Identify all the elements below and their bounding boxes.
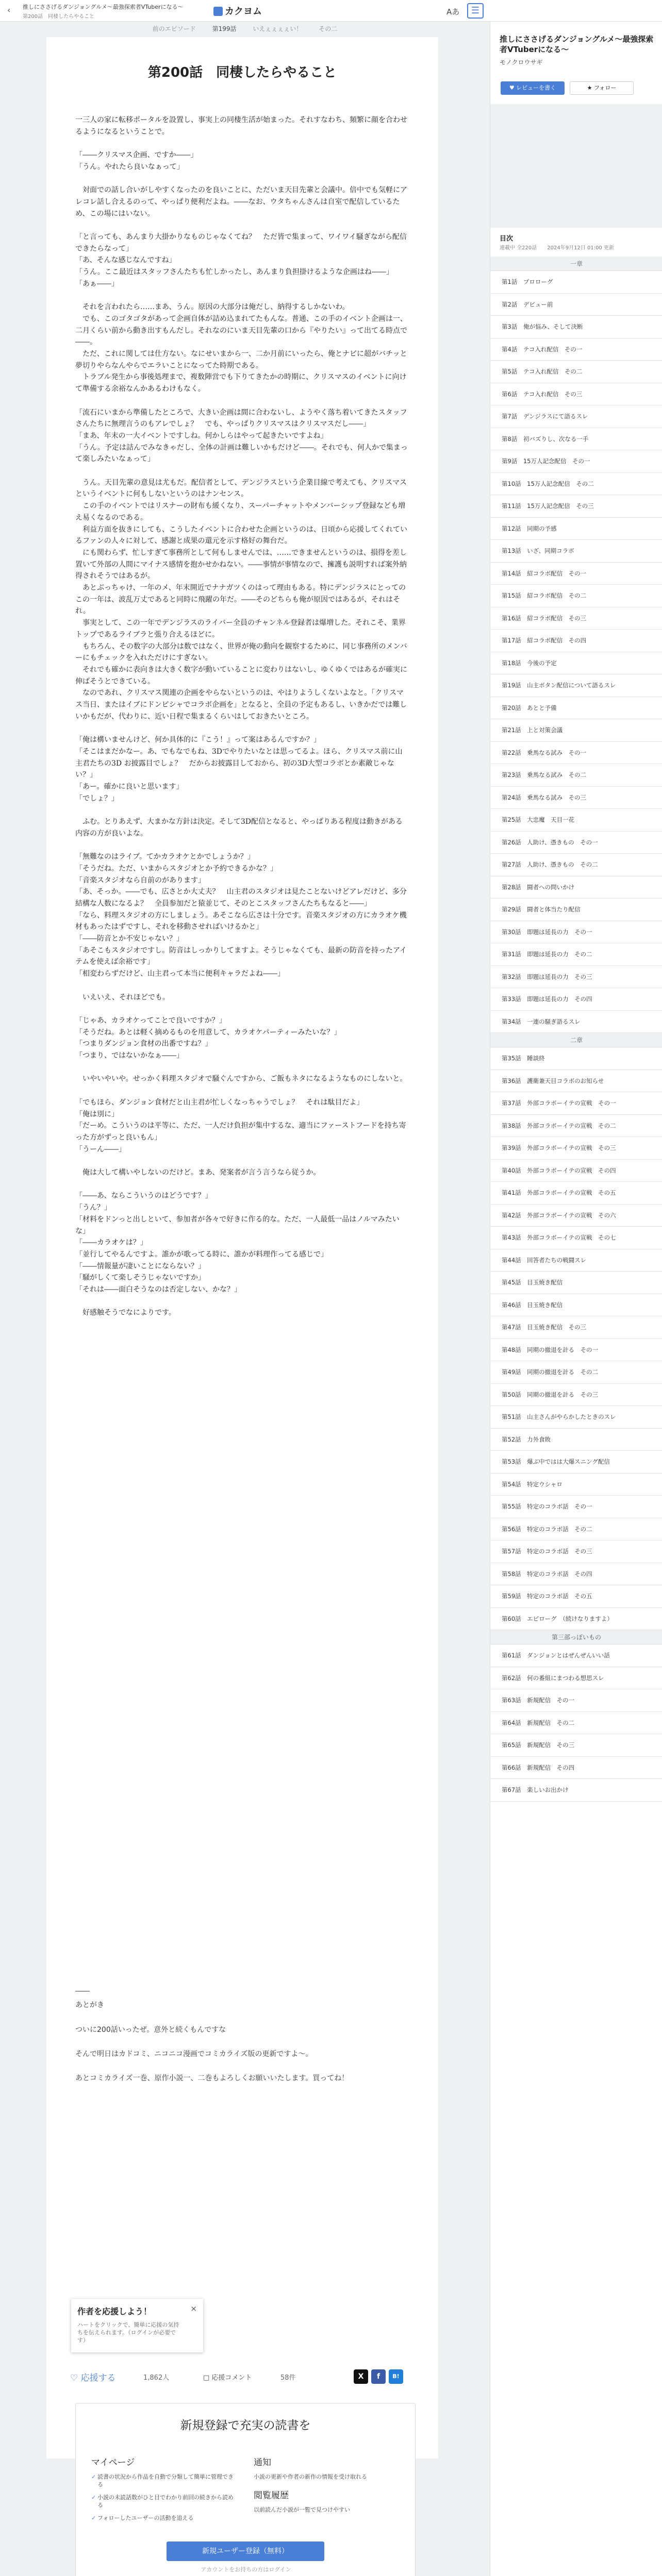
toc-heading: 目次 <box>500 235 514 243</box>
toc-episode-link[interactable]: 第49話 同期の撤退を計る その二 <box>490 1361 662 1384</box>
chapter-paragraph: 「じゃあ、カラオケってことで良いですか？」 <box>75 1016 226 1025</box>
toc-episode-link[interactable]: 第64話 新規配信 その二 <box>490 1712 662 1735</box>
login-link[interactable]: アカウントをお持ちの方はログイン <box>201 2566 291 2573</box>
history-heading: 閲覧履歴 <box>254 2490 289 2501</box>
notice-column <box>254 2455 398 2521</box>
chapter-body <box>75 114 409 1319</box>
chapter-paragraph: もちろん、その数字の大部分は数ではなく、世界が俺の動向を観察するために、同じ事務所のメンバーにもチェックを入れただけにすぎない。 <box>75 642 407 663</box>
chapter-paragraph <box>75 219 409 231</box>
chapter-paragraph: 「並行してやるんですよ。誰かが歌ってる時に、誰かが料理作ってる感じで」 <box>75 1250 328 1259</box>
toc-episode-link[interactable]: 第46話 目玉焼き配信 <box>490 1294 662 1317</box>
chapter-paragraph: ただ、これに関しては仕方ない。なにせいまから一、二か月前にいったら、俺とナビに超がバチッと夢切りやらなんやらでエラいことになってた時期である。 <box>75 350 407 370</box>
hatena-share-icon[interactable]: B! <box>389 2369 403 2384</box>
chapter-paragraph: 「俺は別に」 <box>75 1110 119 1118</box>
toc-episode-link[interactable]: 第47話 目玉焼き配信 その三 <box>490 1316 662 1339</box>
toc-episode-link[interactable]: 第57話 特定のコラボ話 その三 <box>490 1540 662 1563</box>
cheer-popup <box>71 2299 203 2352</box>
mypage-item: ✓ 読書の状況から作品を自動で分類して簡単に管理できる <box>91 2473 236 2488</box>
chapter-paragraph: 「あー。確かに良いと思います」 <box>75 782 184 791</box>
toc-episode-link[interactable]: 第67話 楽しいお出かけ <box>490 1779 662 1802</box>
notice-text: 小説の更新や作者の新作の情報を受け取れる <box>254 2473 367 2480</box>
episode-breadcrumb <box>0 22 490 36</box>
chapter-paragraph: あとぶっちゃけ、一年のメ、年末開近でナナガツくのはって理由もある。特にデンジラスにとってのこの一年は、波乱万丈であると同時に飛躍の年だ。――そのどちらも俺が原因ではあるが、それはそれ。 <box>75 584 406 616</box>
toc-status: 連載中 全220話 2024年9月12日 01:00 更新 <box>500 245 614 251</box>
toc-episode-link[interactable]: 第28話 闘者への問いかけ <box>490 876 662 899</box>
chapter-paragraph: いやいやいや。せっかく料理スタジオで騒ぐんですから、ご飯もネタになるようなものにしないと。 <box>75 1075 407 1083</box>
breadcrumb-tail: その二 <box>319 25 338 32</box>
toc-episode-link[interactable]: 第43話 外部コラボーイテの宣戦 その七 <box>490 1227 662 1249</box>
chapter-paragraph: 「無難なのはライブ。てかカラオケとかでしょうか？」 <box>75 853 255 861</box>
menu-icon[interactable]: ☰ <box>467 3 484 19</box>
chapter-paragraph <box>75 722 409 734</box>
chapter-paragraph: 「あそこもスタジオですし。防音はしっかりしてますよ。そうじゃなくても、最新の防音を持ったアイテムを使えば余裕です」 <box>75 946 407 967</box>
toc-episode-link[interactable]: 第45話 目玉焼き配信 <box>490 1272 662 1294</box>
toc-episode-link[interactable]: 第25話 大忠魔 天目一花 <box>490 809 662 832</box>
chapter-paragraph: 「あ、そんな感じなんですね」 <box>75 256 176 265</box>
chapter-paragraph <box>75 395 409 407</box>
toc-episode-link[interactable]: 第14話 紹コラボ配信 その一 <box>490 563 662 585</box>
sidebar-work-title[interactable]: 推しにささげるダンジョングルメ〜最強探索者VTuberになる〜 <box>500 35 654 54</box>
toc-episode-link[interactable]: 第53話 爆ぶ中ではは大爆スニング配信 <box>490 1451 662 1473</box>
toc-episode-link[interactable]: 第11話 15万人記念配信 その三 <box>490 495 662 518</box>
toc-episode-link[interactable]: 第36話 護衛兼天目コラボのお知らせ <box>490 1070 662 1093</box>
chapter-paragraph: 「――あ、ならこういうのはどうです？」 <box>75 1192 212 1200</box>
afterword-line: そんで明日はカドコミ、ニコニコ漫画でコミカライズ版の更新ですよ〜。 <box>75 2050 313 2059</box>
episode-list <box>490 257 662 1802</box>
toc-episode-link[interactable]: 第15話 紹コラボ配信 その二 <box>490 585 662 607</box>
toc-episode-link[interactable]: 第41話 外部コラボーイテの宣戦 その五 <box>490 1182 662 1205</box>
chapter-paragraph: 「なら、料理スタジオの方にしましょう。あそこなら広さは十分です。音楽スタジオの方にカラオケ機材もあったはずですし、それを移動させればいけるかと」 <box>75 911 407 931</box>
history-text: 以前読んだ小説が一覧で見つけやすい <box>254 2506 350 2513</box>
chapter-paragraph <box>75 1003 409 1015</box>
chapter-paragraph: 「うん。やれたら良いなぁって」 <box>75 162 184 171</box>
toc-episode-link[interactable]: 第44話 回答者たちの戦闘スレ <box>490 1249 662 1272</box>
toc-episode-link[interactable]: 第54話 特定ウシャロ <box>490 1473 662 1496</box>
toc-episode-link[interactable]: 第26話 人助け、憑きもの その一 <box>490 832 662 854</box>
chapter-paragraph: 「つまりダンジョン食材の出番ですね？」 <box>75 1040 212 1048</box>
chapter-paragraph: それでも確かに表向きは大きく数字が動いていることに変わりはないし、ゆくゆくではあるが確実に伸ばそうとできている。 <box>75 665 407 686</box>
logo-text: カクヨム <box>225 6 262 17</box>
toc-episode-link[interactable]: 第29話 闘者と体当たり配信 <box>490 899 662 921</box>
chapter-paragraph <box>75 1179 409 1191</box>
toc-episode-link[interactable]: 第9話 15万人記念配信 その一 <box>490 450 662 473</box>
toc-episode-link[interactable]: 第34話 一連の騒ぎ語るスレ <box>490 1011 662 1033</box>
episode-actions <box>70 2368 421 2384</box>
chapter-paragraph <box>75 290 409 302</box>
chapter-paragraph: うん。天目先輩の意見は尤もだ。配信者として、デンジラスという企業目線で考えても、クリスマスというイベントに何もしないというのはナンセンス。 <box>75 478 407 499</box>
toc-episode-link[interactable]: 第65話 新規配信 その三 <box>490 1734 662 1757</box>
chapter-paragraph: 「――クリスマス企画、ですか――」 <box>75 151 198 160</box>
chapter-paragraph: 好感触そうでなによりです。 <box>75 1309 176 1317</box>
chapter-paragraph: 「そこはまだかなー。あ、でもなでもね、3Dでやりたいなとは思ってるよ。ほら、クリスマス前に山主君たちの3D お披露目でしょ？ だからお披露目しておから、初の3D大型コラボとか素敵じゃない？」 <box>75 747 403 779</box>
back-icon[interactable]: ‹ <box>7 5 11 15</box>
chapter-paragraph <box>75 1062 409 1074</box>
chapter-paragraph: 「と言っても、あんまり大掛かりなものじゃなくてね？ ただ皆で集まって、ワイワイ騒ぎながら配信できたらなって」 <box>75 232 407 253</box>
chapter-paragraph: 「だーめ。こういうのは平等に、ただ、一人だけ負担が集中するな、適当にファーストフードを持ち寄った方がずっと良いもん」 <box>75 1122 406 1142</box>
chapter-paragraph: この手のイベントではリスナーの財布も緩くなり、スーパーチャットやメンバーシップ登録なども増え易くなるのである。 <box>75 502 406 522</box>
toc-episode-link[interactable]: 第42話 外部コラボーイテの宣戦 その六 <box>490 1205 662 1227</box>
chapter-paragraph: それを言われたら……まあ、うん。原因の大部分は俺だし、納得するしかないわ。 <box>75 303 350 312</box>
ouen-button[interactable]: ♡ 応援する <box>70 2373 116 2383</box>
cheer-description: ハートをクリックで、簡単に応援の気持ちを伝えられます。（ログインが必要です） <box>77 2321 179 2344</box>
toc-episode-link[interactable]: 第31話 即題は延長の力 その二 <box>490 943 662 966</box>
toc-episode-link[interactable]: 第61話 ダンジョンとはぜんぜんいい話 <box>490 1645 662 1667</box>
toc-episode-link[interactable]: 第4話 テコ入れ配信 その一 <box>490 338 662 361</box>
mypage-item: ✓ フォローしたユーザーの活動を追える <box>91 2514 236 2522</box>
toc-episode-link[interactable]: 第62話 何の番組にまつわる想思スレ <box>490 1667 662 1690</box>
chapter-paragraph: ふむ。とりあえず、大まかな方針は決定。そして3D配信となると、やっぱりある程度は動きがある内容の方が良いよな。 <box>75 818 403 838</box>
prev-episode-link[interactable]: 前のエピソード <box>152 25 196 32</box>
chapter-paragraph <box>75 465 409 477</box>
sidebar-author[interactable]: モノクロウサギ <box>500 59 543 66</box>
toc-episode-link[interactable]: 第8話 初バズりし、次なる一手 <box>490 428 662 451</box>
toc-episode-link[interactable]: 第55話 特定のコラボ話 その一 <box>490 1496 662 1518</box>
chapter-title: 第200話 同棲したらやること <box>147 65 337 80</box>
toc-episode-link[interactable]: 第27話 人助け、憑きもの その二 <box>490 854 662 876</box>
toc-episode-link[interactable]: 第20話 あとと予備 <box>490 697 662 720</box>
toc-episode-link[interactable]: 第5話 テコ入れ配信 その二 <box>490 361 662 383</box>
chapter-paragraph <box>75 1085 409 1097</box>
chapter-paragraph: 「つまり、ではないかなぁ――」 <box>75 1052 184 1060</box>
afterword-label: あとがき <box>75 2001 104 2009</box>
mypage-column <box>91 2455 236 2527</box>
afterword-rule: ―― <box>75 1987 90 1995</box>
afterword-line: ついに200話いったぜ。意外と続くもんですな <box>75 2026 226 2035</box>
toc-episode-link[interactable]: 第10話 15万人記念配信 その二 <box>490 473 662 496</box>
chapter-paragraph: 事実として、この一年でデンジラスのライバー全員のチャンネル登録者は爆増した。それこそ、業界トップであるライブラと張り合えるほどに。 <box>75 619 406 639</box>
toc-episode-link[interactable]: 第6話 テコ入れ配信 その三 <box>490 383 662 406</box>
chapter-paragraph: 「うーん――」 <box>75 1145 126 1154</box>
toc-episode-link[interactable]: 第63話 新規配信 その一 <box>490 1689 662 1712</box>
toc-episode-link[interactable]: 第24話 乗馬なる試み その三 <box>490 787 662 809</box>
chapter-paragraph: トラブル発生から事後処理まで、複数陣営でも下りてきたかの時期に、クリスマスのイベントに向けて準備する余裕なんかあるわけもなく。 <box>75 373 407 394</box>
chapter-paragraph: 「音楽スタジオなら自前のがあります」 <box>75 876 205 885</box>
toc-episode-link[interactable]: 第3話 俺が悩み、そして決断 <box>490 316 662 338</box>
toc-episode-link[interactable]: 第60話 エピローグ （続けなりますよ） <box>490 1608 662 1631</box>
chapter-paragraph <box>75 839 409 851</box>
ouen-count[interactable]: 1,862人 <box>143 2374 170 2382</box>
facebook-share-icon[interactable]: f <box>371 2369 386 2384</box>
toc-episode-link[interactable]: 第35話 睡談終 <box>490 1047 662 1070</box>
toc-episode-link[interactable]: 第50話 同期の撤退を計る その三 <box>490 1384 662 1406</box>
kakuyomu-logo[interactable] <box>213 4 262 18</box>
toc-episode-link[interactable]: 第12話 同期の予感 <box>490 518 662 540</box>
chapter-paragraph: 「俺は構いませんけど、何か具体的に『こう！』って案はあるんですか？」 <box>75 736 321 744</box>
toc-episode-link[interactable]: 第58話 特定のコラボ話 その四 <box>490 1563 662 1586</box>
chapter-paragraph <box>75 1155 409 1167</box>
notice-heading: 通知 <box>254 2458 271 2468</box>
toc-episode-link[interactable]: 第23話 乗馬なる試み その二 <box>490 764 662 787</box>
chapter-paragraph: なのであれ、クリスマス関連の企画をやらないというのは、やはりようしくないよなと。「クリスマス当日、またはイブにドンピシャでコラボ企画を」となると、全員の予定もあるし、いきかだでは難しいかもだが、代わりに、近い日程で集まるくらいはしておきたいところ。 <box>75 689 407 721</box>
breadcrumb-next-title[interactable]: いえぇぇぇぇい！ <box>253 25 303 32</box>
toc-episode-link[interactable]: 第30話 即題は延長の力 その一 <box>490 921 662 944</box>
sidebar-ad-area <box>490 104 662 228</box>
current-episode-label: 第199話 <box>212 25 237 32</box>
logo-mark-icon <box>213 7 223 16</box>
chapter-paragraph <box>75 1296 409 1308</box>
chapter-paragraph <box>75 804 409 816</box>
chapter-paragraph <box>75 980 409 992</box>
chapter-paragraph: 俺は大して構いやしないのだけど。まあ、発案者が言う言うなら従うか。 <box>75 1168 321 1177</box>
afterword-line: あとコミカライズ一巻、原作小説一、二巻もよろしくお願いいたします。買ってね！ <box>75 2074 349 2082</box>
chapter-paragraph: 「――カラオケは？」 <box>75 1239 147 1247</box>
chapter-paragraph: 「騒がしくて楽しそうじゃないですか」 <box>75 1274 205 1282</box>
chapter-paragraph: 「あぁ――」 <box>75 279 119 288</box>
chapter-paragraph: 「材料をドンっと出しといて、参加者が各々で好きに作る的な。ただ、一人最低一品はノルマみたいな」 <box>75 1215 400 1235</box>
toc-episode-link[interactable]: 第33話 即題は延長の力 その四 <box>490 988 662 1011</box>
chapter-paragraph: 「でしょ？」 <box>75 794 119 803</box>
toc-episode-link[interactable]: 第56話 特定のコラボ話 その二 <box>490 1518 662 1541</box>
chapter-paragraph: 利益方面を抜きにしても、こうしたイベントに合わせた企画というのは、日頃から応援してくれているファンの人々に対して、感謝と成果の還元を示す格好の舞台だ。 <box>75 525 407 546</box>
toc-episode-link[interactable]: 第7話 デンジラスにて語るスレ <box>490 405 662 428</box>
toc-sidebar <box>490 22 662 2576</box>
signup-title: 新規登録で充実の読書を <box>180 2419 311 2432</box>
comment-label: 応援コメント <box>211 2374 252 2382</box>
chapter-paragraph: いえいえ、それほどでも。 <box>75 993 170 1002</box>
comment-button[interactable]: □ 応援コメント <box>203 2374 252 2382</box>
toc-episode-link[interactable]: 第40話 外部コラボーイテの宣戦 その四 <box>490 1160 662 1182</box>
chapter-paragraph: 一三人の家に転移ポータルを設置し、事実上の同棲生活が始まった。それすなわち、頻繁に顔を合わせるようになるということで。 <box>75 116 407 136</box>
chapter-paragraph: でも、このゴタゴタがあって企画自体が詰め込まれてたもんな。普通、この手のイベント企画は一、二月くらい前から動き出すもんだし。それなのにいま天目先輩の口から『やりたい』って出てる時点で――。 <box>75 314 407 347</box>
top-header <box>0 0 662 22</box>
toc-episode-link[interactable]: 第37話 外部コラボーイテの宣戦 その一 <box>490 1092 662 1115</box>
mypage-item: ✓ 小説の未読話数がひと目でわかり前回の続きから読める <box>91 2494 236 2509</box>
toc-episode-link[interactable]: 第22話 乗馬なる試み その一 <box>490 742 662 765</box>
chapter-paragraph: 「まあ、年末の一大イベントですしね。何かしらはやって起きたいですよね」 <box>75 431 328 440</box>
toc-section-header[interactable]: 一章 <box>490 257 662 271</box>
comment-count[interactable]: 58件 <box>280 2374 296 2382</box>
chapter-paragraph: 「それは――面白そうなのは否定しない、かな？」 <box>75 1285 241 1294</box>
header-work-title[interactable]: 推しにささげるダンジョングルメ〜最強探索者VTuberになる〜 <box>23 4 184 10</box>
toc-episode-link[interactable]: 第17話 紹コラボ配信 その四 <box>490 630 662 652</box>
toc-section-header[interactable]: 二章 <box>490 1033 662 1047</box>
chapter-paragraph: 「相変わらずだけど、山主君って本当に便利キャラだよね――」 <box>75 970 285 978</box>
close-icon[interactable]: × <box>190 2304 197 2313</box>
toc-episode-link[interactable]: 第59話 特定のコラボ話 その五 <box>490 1585 662 1608</box>
chapter-paragraph <box>75 173 409 185</box>
mypage-heading: マイページ <box>91 2458 135 2468</box>
toc-episode-link[interactable]: 第32話 即題は延長の力 その三 <box>490 966 662 989</box>
chapter-paragraph: 「――防音とか不安じゃない？」 <box>75 935 184 943</box>
chapter-paragraph: 「でもほら、ダンジョン食材だと山主君が忙しくなっちゃうでしょ？ それは駄目だよ」 <box>75 1098 364 1107</box>
x-share-icon[interactable]: X <box>354 2369 368 2384</box>
font-size-button[interactable]: Aあ <box>446 7 460 16</box>
chapter-paragraph: にも関わらず、忙しすぎて事務所として何もしませんでは、……できませんというのは、損得を差し置いて外部の人間にマイナス感情を抱かせかねない。――事情が事情なので、擁護も説明すれば案外納得されそうではあるが。 <box>75 548 407 581</box>
toc-episode-link[interactable]: 第48話 同期の撤退を計る その一 <box>490 1339 662 1362</box>
chapter-paragraph <box>75 138 409 149</box>
toc-episode-link[interactable]: 第51話 山主さんがやらかしたときのスレ <box>490 1406 662 1429</box>
toc-episode-link[interactable]: 第16話 紹コラボ配信 その三 <box>490 607 662 630</box>
toc-episode-link[interactable]: 第18話 今後の予定 <box>490 652 662 675</box>
chapter-paragraph: 対面での話し合いがしやすくなったのを良いことに、ただいま天目先輩と会議中。倍中でも気軽にアレコレ話し合えるのって、やっぱり便利だよね。――なお、ウタちゃんさんは自室で配信しているため、この場にはいない。 <box>75 186 407 218</box>
chapter-paragraph: 「うん。予定は詰んでみなきゃだし、全体の計画は難しいかもだけど――。それでも、何人かで集まって楽しみたいなぁって」 <box>75 443 408 464</box>
cheer-title: 作者を応援しよう！ <box>77 2307 152 2316</box>
toc-section-header[interactable]: 第三部っぽいもの <box>490 1630 662 1645</box>
signup-panel <box>75 2403 416 2576</box>
toc-episode-link[interactable]: 第52話 力外食敗 <box>490 1429 662 1451</box>
signup-button[interactable]: 新規ユーザー登録（無料） <box>167 2541 324 2561</box>
toc-episode-link[interactable]: 第19話 山主ボタン配信について語るスレ <box>490 674 662 697</box>
toc-episode-link[interactable]: 第13話 いざ、同期コラボ <box>490 540 662 563</box>
header-episode-title: 第200話 同棲したらやること <box>23 14 95 20</box>
toc-episode-link[interactable]: 第2話 デビュー前 <box>490 294 662 316</box>
chapter-paragraph: 「――情報量が凄いことにならない？」 <box>75 1262 205 1270</box>
chapter-paragraph: 「流石にいまから準備したところで、大きい企画は間に合わないし、ようやく落ち着いてきたスタッフさんたちに無理言うのもアレでしょ？ でも、やっぱりクリスマスはクリスマスだし――」 <box>75 408 407 429</box>
chapter-paragraph: 「あ、そっか。――でも、広さとか大丈夫？ 山主君のスタジオは見たことないけどアレだけど、多分結構な人数になるよ？ 全員参加だと猿並じて、そのとこスタッフさんたちもなると――」 <box>75 888 407 908</box>
reading-pane <box>46 37 438 2459</box>
follow-button[interactable]: ★ フォロー <box>570 81 634 95</box>
afterword <box>75 1986 409 2097</box>
chapter-paragraph: 「そうだね。あとは軽く摘めるものを用意して、カラオケパーティーみたいな？」 <box>75 1028 341 1037</box>
toc-episode-link[interactable]: 第39話 外部コラボーイテの宣戦 その三 <box>490 1137 662 1160</box>
review-button[interactable]: ♥ レビューを書く <box>501 81 565 95</box>
toc-episode-link[interactable]: 第66話 新規配信 その四 <box>490 1757 662 1780</box>
chapter-paragraph: 「うん。ここ最近はスタッフさんたちも忙しかったし、あんまり負担掛けるような企画はね――」 <box>75 268 393 277</box>
chapter-paragraph: 「そうだね。ただ、いまからスタジオとか予約できるかな？」 <box>75 864 277 873</box>
chapter-paragraph: 「うん？」 <box>75 1204 111 1212</box>
toc-episode-link[interactable]: 第1話 プロローグ <box>490 271 662 294</box>
toc-episode-link[interactable]: 第38話 外部コラボーイテの宣戦 その二 <box>490 1115 662 1138</box>
toc-episode-link[interactable]: 第21話 上と対策会議 <box>490 719 662 742</box>
